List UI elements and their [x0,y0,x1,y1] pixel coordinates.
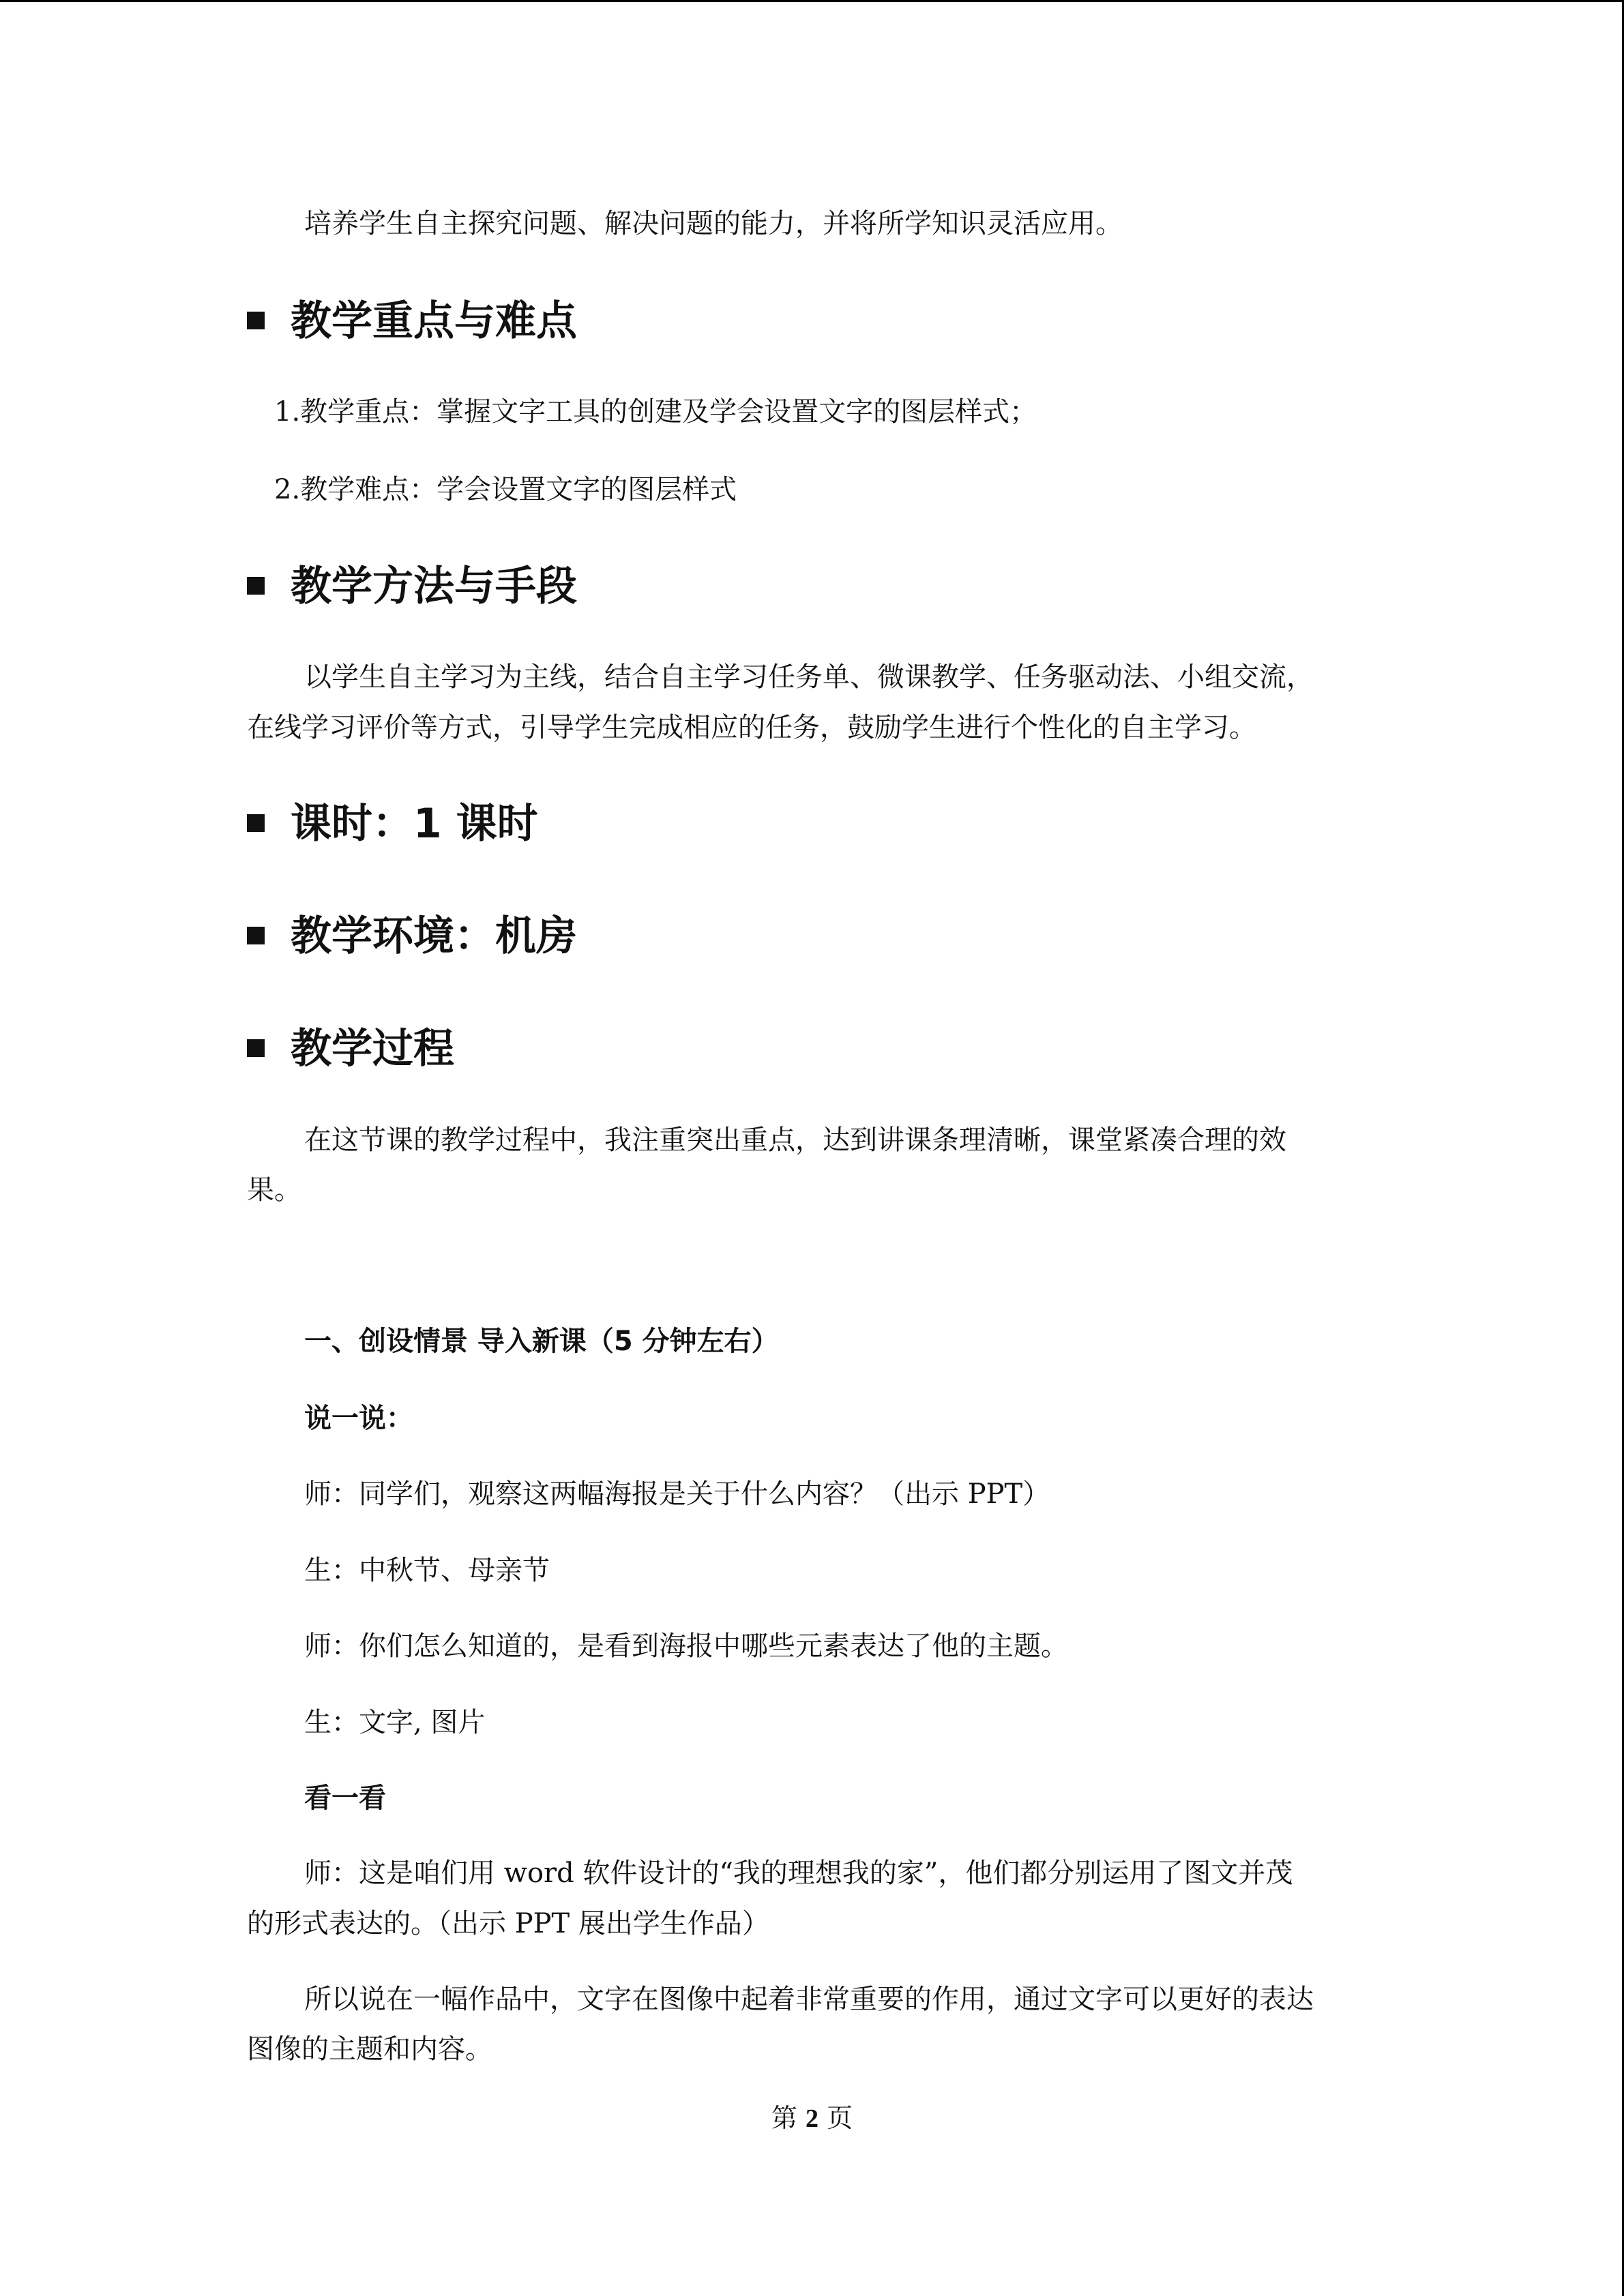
list-item: 1.教学重点：掌握文字工具的创建及学会设置文字的图层样式； [274,396,1037,428]
section-heading-methods [247,559,577,614]
intro-paragraph: 培养学生自主探究问题、解决问题的能力，并将所学知识灵活应用。 [304,208,1123,239]
square-bullet-icon [247,814,265,832]
square-bullet-icon [247,927,265,944]
square-bullet-icon [247,1039,265,1057]
methods-paragraph-line: 以学生自主学习为主线，结合自主学习任务单、微课教学、任务驱动法、小组交流， [304,661,1314,693]
page-number: 2 [806,2104,818,2133]
page-label-prefix: 第 [771,2103,806,2133]
subsection-heading: 一、创设情景 导入新课（5 分钟左右） [304,1326,779,1357]
look-label: 看一看 [304,1783,386,1814]
section-title: 教学方法与手段 [291,563,577,610]
summary-paragraph-line: 图像的主题和内容。 [247,2033,492,2065]
process-paragraph-line: 果。 [247,1174,301,1206]
look-paragraph-line: 师：这是咱们用 word 软件设计的“我的理想我的家”，他们都分别运用了图文并茂 [304,1858,1293,1889]
say-label: 说一说： [304,1403,413,1434]
section-title: 课时：1 课时 [291,800,538,848]
section-heading-hours [247,796,538,851]
dialog-line: 师：同学们，观察这两幅海报是关于什么内容？（出示 PPT） [304,1478,1050,1510]
dialog-line: 生：中秋节、母亲节 [304,1555,550,1586]
section-heading-process [247,1022,454,1076]
square-bullet-icon [247,312,265,329]
look-paragraph-line: 的形式表达的。（出示 PPT 展出学生作品） [247,1908,769,1939]
dialog-line: 师：你们怎么知道的，是看到海报中哪些元素表达了他的主题。 [304,1630,1068,1662]
section-heading-environment [247,909,577,964]
methods-paragraph-line: 在线学习评价等方式，引导学生完成相应的任务，鼓励学生进行个性化的自主学习。 [247,712,1256,743]
process-paragraph-line: 在这节课的教学过程中，我注重突出重点，达到讲课条理清晰，课堂紧凑合理的效 [304,1124,1286,1156]
page-label-suffix: 页 [818,2103,853,2133]
list-item: 2.教学难点：学会设置文字的图层样式 [274,474,737,505]
section-title: 教学重点与难点 [291,297,577,345]
square-bullet-icon [247,577,265,595]
page-footer [0,2101,1624,2136]
section-title: 教学过程 [291,1025,454,1073]
section-heading-keypoints [247,294,577,348]
summary-paragraph-line: 所以说在一幅作品中，文字在图像中起着非常重要的作用，通过文字可以更好的表达 [304,1984,1314,2015]
dialog-line: 生：文字, 图片 [304,1707,486,1738]
section-title: 教学环境：机房 [291,912,577,960]
